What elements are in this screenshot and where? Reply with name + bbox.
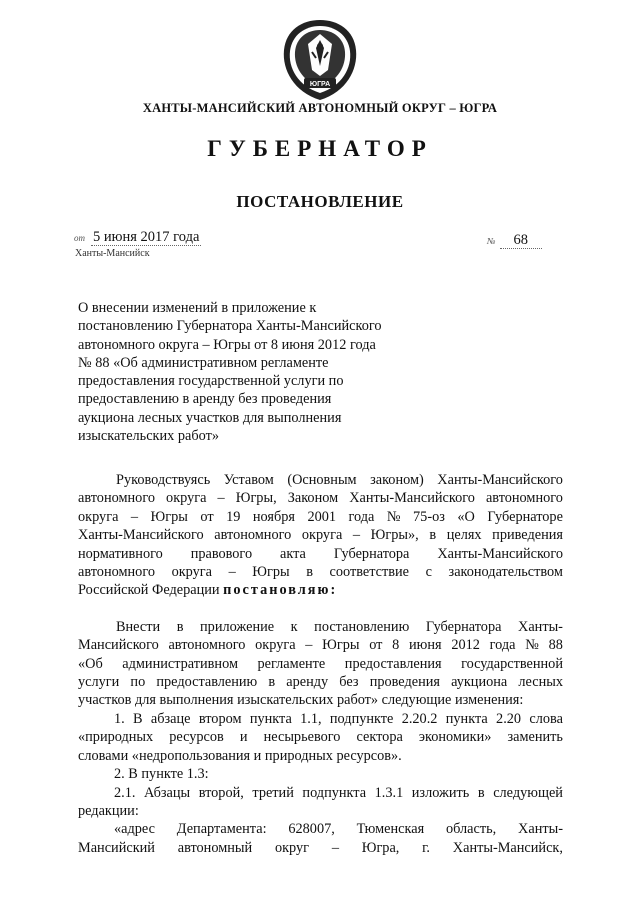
word: Югры»,	[370, 527, 419, 544]
word: «О	[457, 508, 475, 525]
amendment-item-1-last-line: словами «недропользования и природных ресурсов».	[78, 747, 402, 764]
word: –	[217, 490, 225, 507]
word: Губернатора	[425, 618, 502, 635]
word: постановлению	[314, 618, 410, 635]
word: 8	[392, 637, 400, 654]
word: 75-оз	[413, 508, 445, 525]
word: аукциона	[451, 674, 508, 691]
word: подпункта	[302, 784, 367, 801]
text-line	[78, 471, 563, 489]
word: ноября	[252, 508, 295, 525]
word: целях	[446, 527, 482, 544]
subject-line: О внесении изменений в приложение к	[78, 300, 317, 316]
word: в	[306, 564, 313, 581]
word: Руководствуясь	[116, 472, 211, 488]
word: пункта	[249, 710, 292, 727]
word: Внести	[116, 618, 161, 635]
word: Югры	[252, 564, 290, 581]
word: «адрес	[114, 821, 155, 838]
word: г.	[422, 839, 430, 856]
word: в	[477, 784, 485, 801]
word: приложение	[200, 618, 275, 635]
word: округа	[171, 564, 212, 581]
word: предоставления	[344, 655, 442, 672]
word: абзаце	[150, 710, 191, 727]
word: в	[429, 527, 437, 544]
word: №	[525, 637, 539, 654]
word: 2.20.2	[401, 710, 438, 727]
word: в	[268, 674, 276, 691]
text-line	[78, 710, 563, 728]
word: 628007,	[288, 821, 335, 838]
decree-word: постановляю:	[223, 582, 338, 599]
text-line	[78, 636, 563, 654]
word: 1.3.1	[374, 784, 404, 801]
text-line	[78, 728, 563, 746]
word: Ханты-Мансийск,	[452, 839, 563, 856]
word: 1.1,	[300, 710, 322, 727]
word: второй,	[198, 784, 244, 801]
text-line	[78, 655, 563, 673]
emblem-caption: ЮГРА	[309, 81, 331, 88]
word: Тюменская	[356, 821, 425, 838]
word: 1.	[114, 710, 125, 727]
word: Ханты-	[518, 618, 563, 635]
word: проведения	[369, 674, 440, 691]
word: акта	[280, 545, 306, 562]
amendment-item-2: 2. В пункте 1.3:	[114, 766, 209, 783]
word: по	[130, 674, 146, 691]
word: –	[305, 637, 313, 654]
word: –	[130, 508, 139, 525]
word: государственной	[461, 655, 563, 672]
word: без	[339, 674, 359, 691]
document-date	[74, 229, 201, 246]
number-prefix: №	[487, 236, 496, 246]
word: от	[200, 508, 214, 525]
word: регламенте	[257, 655, 326, 672]
word: Ханты-Мансийского	[437, 472, 563, 488]
city-name: Ханты-Мансийск	[75, 248, 150, 259]
text-line	[78, 545, 563, 563]
word: заменить	[507, 729, 563, 746]
word: –	[331, 839, 339, 856]
word: автономного	[168, 637, 246, 654]
word: втором	[198, 710, 242, 727]
text-line	[78, 784, 563, 802]
word: приведения	[492, 527, 563, 544]
document-subject	[78, 299, 408, 445]
word: предоставлению	[156, 674, 258, 691]
word: и	[239, 729, 248, 746]
word: ресурсов	[169, 729, 224, 746]
word: округа	[301, 527, 343, 544]
paragraph-amendments-intro	[78, 618, 563, 692]
word: июня	[409, 637, 442, 654]
word: Югра,	[361, 839, 400, 856]
paragraph-amendments-intro-last-line: участков для выполнения изыскательских работ» следующие изменения:	[78, 692, 524, 709]
word: законодательством	[448, 564, 563, 581]
word: пункта	[445, 710, 488, 727]
word: автономного	[485, 490, 563, 507]
text-line	[78, 820, 563, 838]
word: законом)	[370, 472, 424, 488]
subject-line: аукциона лесных участков для выполнения	[78, 409, 342, 426]
subject-line: постановлению Губернатора Ханты-Мансийского	[78, 318, 382, 335]
word: третий	[252, 784, 294, 801]
word: округа	[255, 637, 296, 654]
date-prefix: от	[74, 233, 85, 243]
amendment-item-1	[78, 710, 563, 747]
word: слова	[529, 710, 563, 727]
word: №	[386, 508, 401, 525]
text-line	[78, 489, 563, 507]
quoted-address	[78, 820, 563, 857]
word: правового	[190, 545, 253, 562]
paragraph-legal-basis	[78, 471, 563, 581]
word: Мансийского	[78, 637, 159, 654]
word: нормативного	[78, 545, 163, 562]
document-body	[78, 471, 563, 857]
word: Ханты-Мансийского	[78, 527, 204, 544]
word: область,	[445, 821, 497, 838]
word: года	[489, 637, 516, 654]
text-line	[78, 673, 563, 691]
subject-line: автономного округа – Югры от 8 июня 2012 года	[78, 336, 376, 353]
word: Мансийский	[78, 839, 155, 856]
word: Ханты-Мансийского	[437, 545, 563, 562]
document-number	[487, 232, 542, 249]
word: автономного	[78, 564, 155, 581]
okrug-heading: ХАНТЫ-МАНСИЙСКИЙ АВТОНОМНЫЙ ОКРУГ – ЮГРА	[142, 101, 498, 115]
word: года	[348, 508, 375, 525]
word: –	[228, 564, 236, 581]
word: В	[133, 710, 143, 727]
word: Губернаторе	[487, 508, 563, 525]
number-value: 68	[500, 232, 543, 249]
word: «природных	[78, 729, 154, 746]
word: 2.20	[496, 710, 522, 727]
subject-line: № 88 «Об административном регламенте	[78, 354, 329, 371]
word: Югры,	[235, 490, 277, 507]
word: с	[425, 564, 432, 581]
word: (Основным	[287, 472, 357, 488]
word: –	[352, 527, 361, 544]
word: округ	[274, 839, 310, 856]
word: автономный	[177, 839, 253, 856]
word: Губернатора	[333, 545, 410, 562]
word: подпункте	[329, 710, 394, 727]
word: экономики»	[418, 729, 492, 746]
word: Законом	[287, 490, 339, 507]
word: соответствие	[329, 564, 410, 581]
subject-line: предоставлению в аренду без проведения	[78, 391, 332, 408]
word: к	[290, 618, 298, 635]
word: от	[369, 637, 383, 654]
word: 2001	[307, 508, 337, 525]
word: автономного	[214, 527, 292, 544]
word: Департамента:	[176, 821, 267, 838]
word: лесных	[518, 674, 563, 691]
word: округа	[78, 508, 119, 525]
coat-of-arms-emblem	[280, 18, 360, 102]
word: Ханты-	[518, 821, 563, 838]
governor-heading: ГУБЕРНАТОР	[207, 136, 433, 161]
document-type-heading: ПОСТАНОВЛЕНИЕ	[236, 192, 404, 211]
subject-line: предоставления государственной услуги по	[78, 373, 344, 390]
word: аренду	[286, 674, 329, 691]
paragraph-legal-basis-last-line: Российской Федерации постановляю:	[78, 582, 338, 599]
amendment-item-2-1	[78, 784, 563, 802]
word: Югры	[322, 637, 360, 654]
text-line	[78, 618, 563, 636]
word: в	[176, 618, 184, 635]
word: Югры	[150, 508, 188, 525]
amendment-item-2-1-last-line: редакции:	[78, 802, 139, 819]
word: 88	[548, 637, 563, 654]
word: услуги	[78, 674, 120, 691]
word: Ханты-Мансийского	[349, 490, 475, 507]
word: несырьевого	[263, 729, 341, 746]
subject-line: изыскательских работ»	[78, 428, 219, 445]
word: административном	[122, 655, 239, 672]
word: 2.1.	[114, 784, 136, 801]
word: округа	[166, 490, 207, 507]
text-line	[78, 508, 563, 526]
word: 19	[226, 508, 241, 525]
word: следующей	[493, 784, 563, 801]
word: автономного	[78, 490, 155, 507]
word: Абзацы	[144, 784, 191, 801]
date-value: 5 июня 2017 года	[93, 229, 200, 245]
word: 2012	[451, 637, 480, 654]
word: Уставом	[223, 472, 274, 488]
word: изложить	[411, 784, 470, 801]
text-line	[78, 839, 563, 857]
word: «Об	[78, 655, 103, 672]
text-line	[78, 563, 563, 581]
word: сектора	[356, 729, 403, 746]
text-line	[78, 526, 563, 544]
